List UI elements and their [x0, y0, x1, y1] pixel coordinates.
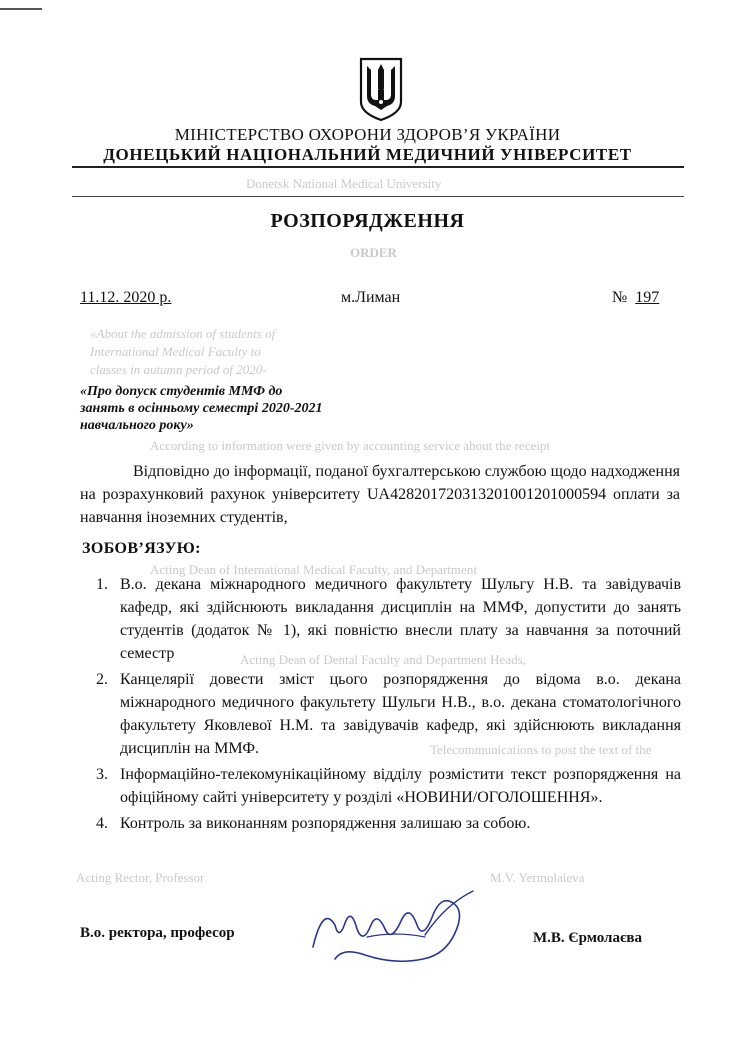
document-date: 11.12. 2020 р.: [80, 289, 172, 306]
handwritten-signature: [305, 885, 480, 970]
item-number: 3.: [96, 766, 108, 783]
order-item: [96, 812, 681, 835]
university-name: ДОНЕЦЬКИЙ НАЦІОНАЛЬНИЙ МЕДИЧНИЙ УНІВЕРСИТЕТ: [103, 145, 632, 164]
order-item: [96, 668, 681, 760]
signer-title: В.о. ректора, професор: [80, 925, 235, 941]
item-number: 2.: [96, 671, 108, 688]
number-label: №: [612, 289, 628, 306]
item-text: Канцелярії довести зміст цього розпорядження до відома в.о. декана міжнародного медичного факультету Шульги Н.В., в.о. декана стоматологічного факультету Яковлевої Н.М. та завідувачів кафедр, які здійснюють викладання дисциплін на ММФ.: [120, 671, 681, 757]
ministry-name: МІНІСТЕРСТВО ОХОРОНИ ЗДОРОВ’Я УКРАЇНИ: [174, 125, 561, 144]
ghost-item3: Telecommunications to post the text of the: [430, 742, 652, 757]
ghost-name: M.V. Yermolaieva: [490, 870, 585, 885]
order-heading: ЗОБОВ’ЯЗУЮ:: [82, 540, 201, 557]
ghost-item1: Acting Dean of International Medical Faculty, and Department: [150, 562, 477, 577]
item-number: 1.: [96, 576, 108, 593]
intro-paragraph: Відповідно до інформації, поданої бухгалтерською службою щодо надходження на розрахунковий рахунок університету UA428201720313201001201000594 оплати за навчання іноземних студентів,: [80, 463, 680, 526]
item-number: 4.: [96, 815, 108, 832]
signer-name: М.В. Єрмолаєва: [533, 930, 643, 946]
ghost-order: ORDER: [350, 245, 397, 260]
ghost-subject-2: International Medical Faculty to: [90, 344, 261, 359]
scan-edge-mark: [0, 8, 42, 10]
item-text: Контроль за виконанням розпорядження залишаю за собою.: [120, 815, 531, 832]
order-item: [96, 763, 681, 809]
ghost-signer: Acting Rector, Professor: [76, 870, 205, 885]
document-number: [612, 289, 659, 307]
order-item: [96, 573, 681, 665]
item-text: Інформаційно-телекомунікаційному відділу розмістити текст розпорядження на офіційному сайті університету у розділі «НОВИНИ/ОГОЛОШЕННЯ».: [120, 766, 681, 806]
ghost-item2: Acting Dean of Dental Faculty and Department Heads,: [240, 652, 526, 667]
header-rule-thin: [72, 196, 684, 197]
document-city: м.Лиман: [341, 289, 401, 306]
ghost-university: Donetsk National Medical University: [246, 176, 442, 191]
ghost-subject-3: classes in autumn period of 2020-: [90, 362, 267, 377]
ghost-intro: According to information were given by accounting service about the receipt: [150, 438, 550, 453]
order-items: [96, 573, 681, 838]
subject-line: занять в осінньому семестрі 2020-2021: [80, 401, 323, 416]
ukraine-trident-emblem-icon: [358, 56, 404, 122]
item-text: В.о. декана міжнародного медичного факультету Шульгу Н.В. та завідувачів кафедр, які здійснюють викладання дисциплін на ММФ, допустити до занять студентів (додаток № 1), які повністю внесли плату за навчання за поточний семестр: [120, 576, 681, 662]
subject-line: навчального року»: [80, 418, 194, 433]
subject-line: «Про допуск студентів ММФ до: [80, 384, 283, 399]
document-title: РОЗПОРЯДЖЕННЯ: [270, 210, 465, 232]
document-subject: [80, 383, 380, 434]
number-value: 197: [635, 289, 660, 306]
ghost-subject-1: «About the admission of students of: [90, 326, 276, 341]
header-rule-thick: [72, 166, 684, 168]
